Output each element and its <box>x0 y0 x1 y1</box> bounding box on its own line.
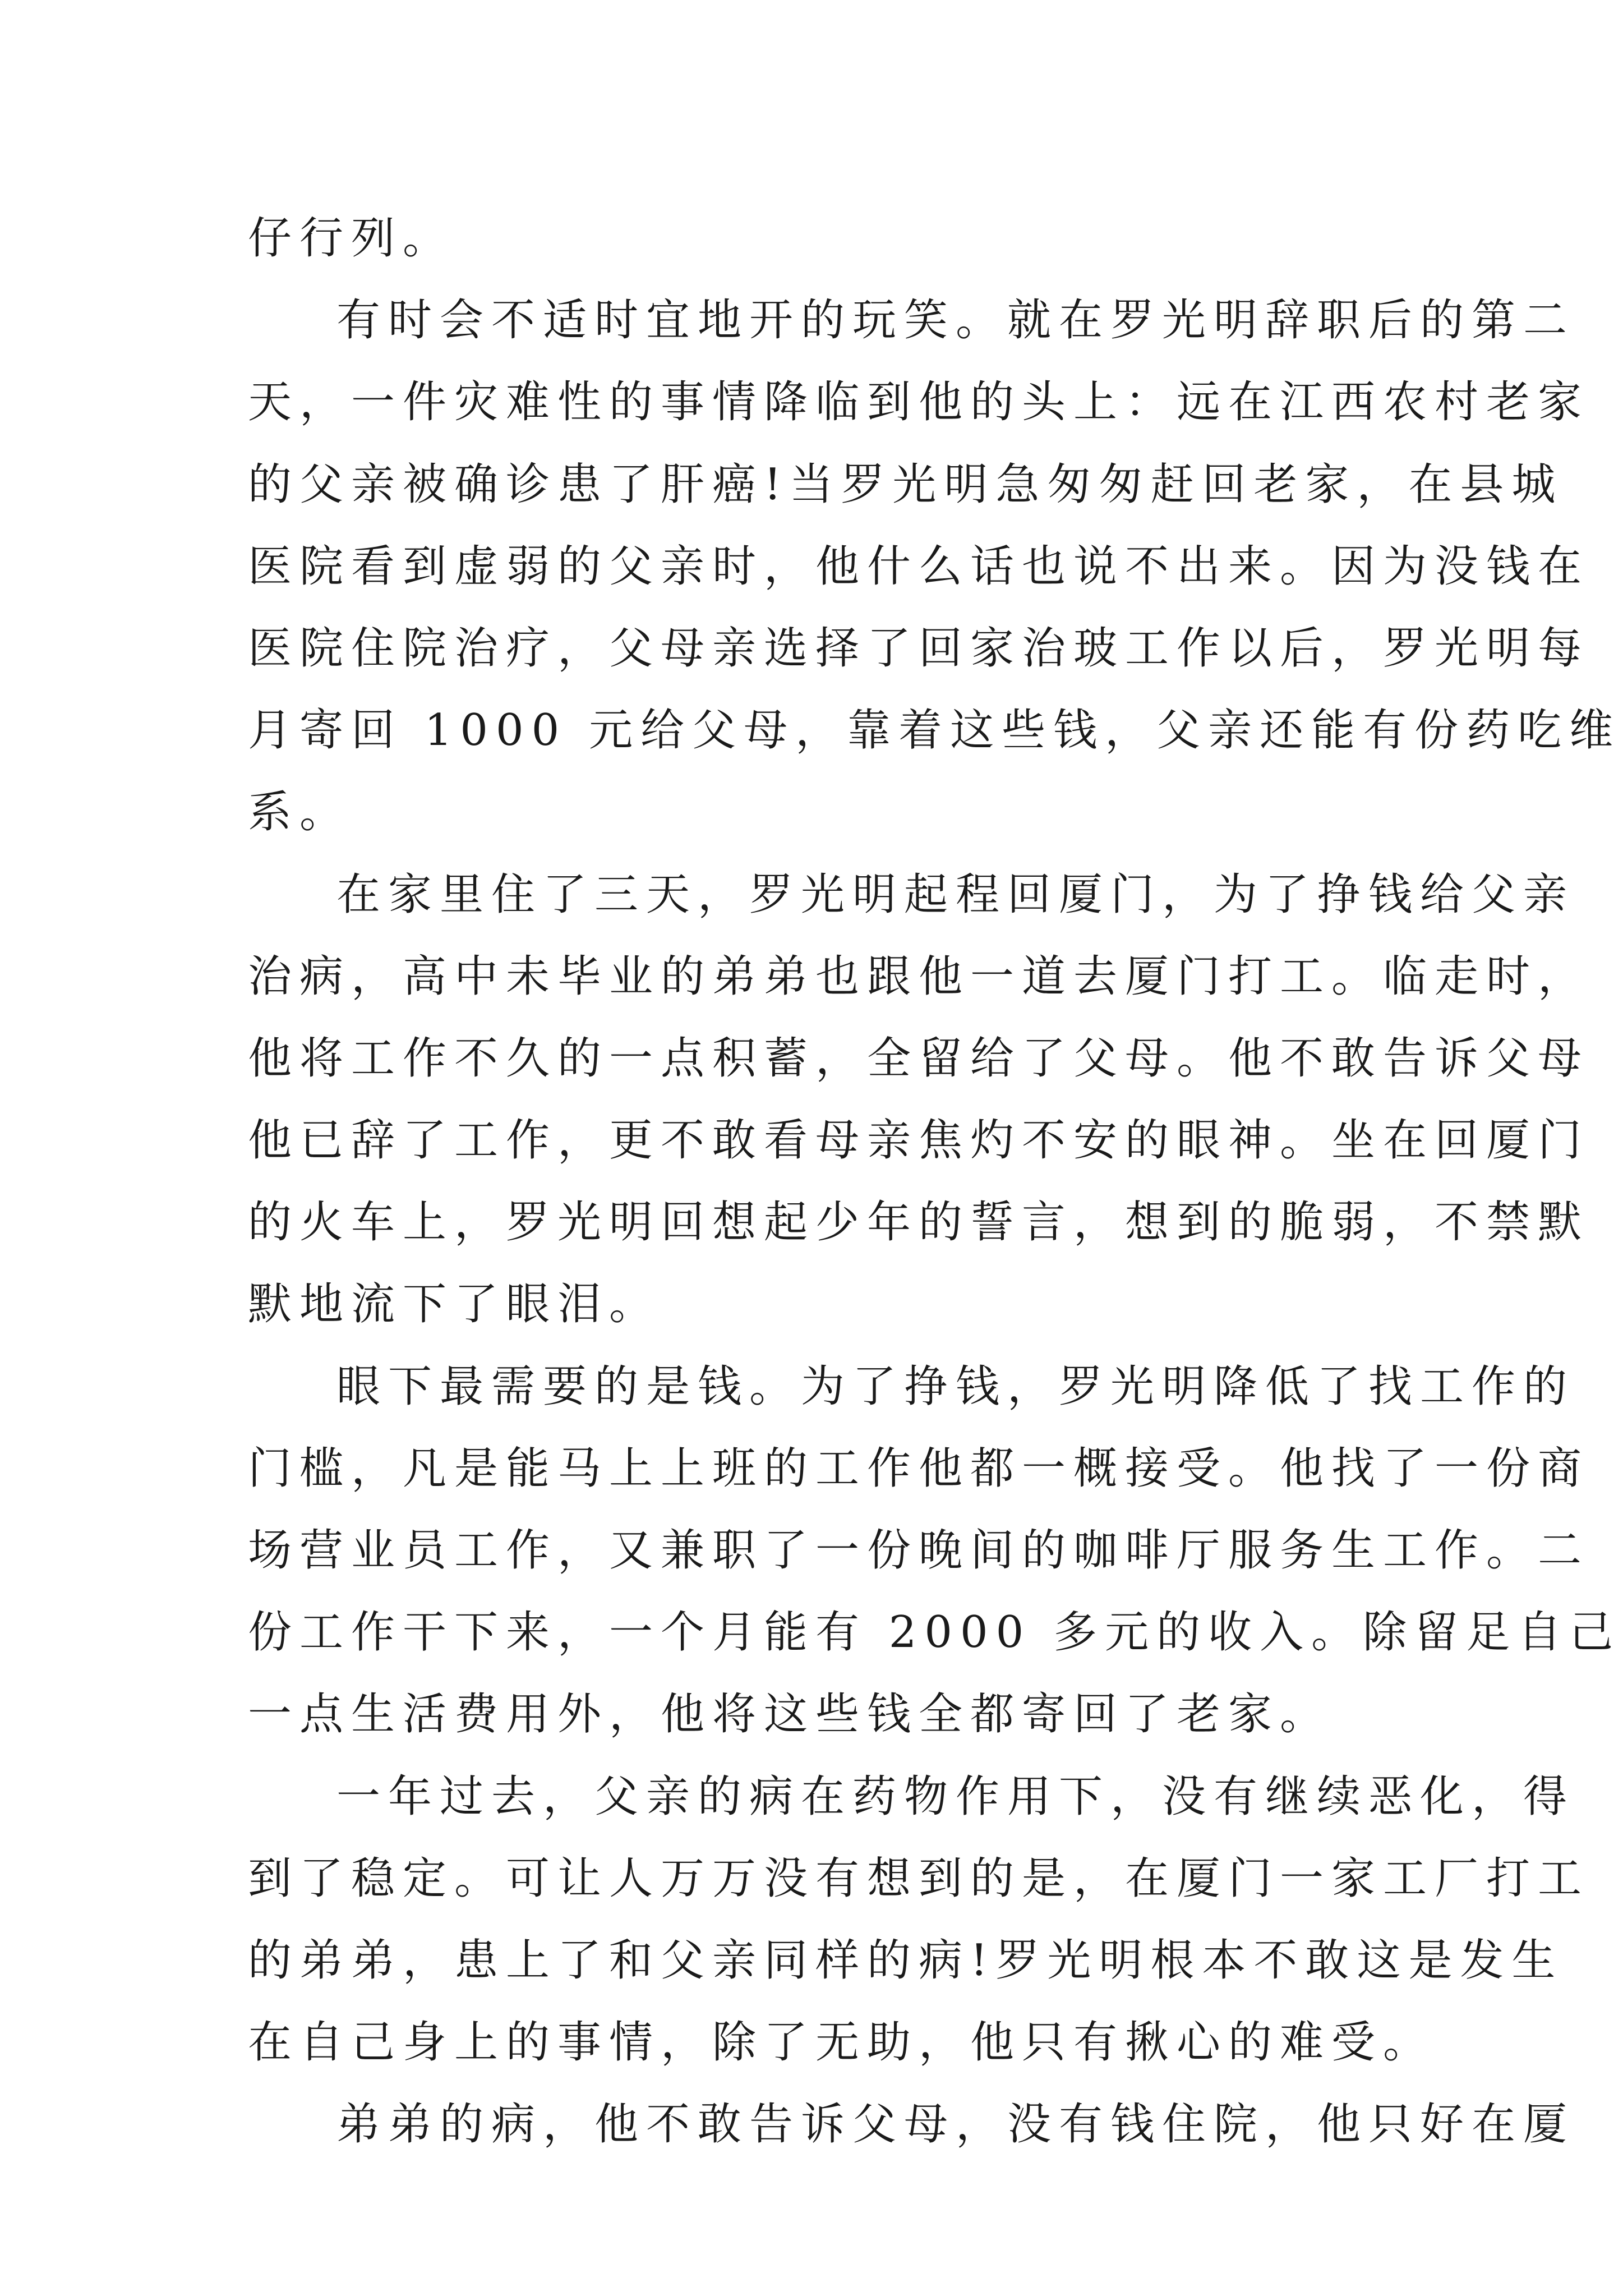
text-line: 默地流下了眼泪。 <box>248 1279 661 1330</box>
text-line: 眼下最需要的是钱。为了挣钱，罗光明降低了找工作的 <box>336 1361 1575 1412</box>
text-line: 医院住院治疗，父母亲选择了回家治玻工作以后，罗光明每 <box>248 623 1590 674</box>
body-text <box>248 197 1621 2166</box>
text-line: 月寄回 1000 元给父母，靠着这些钱，父亲还能有份药吃维 <box>248 705 1621 756</box>
text-line: 有时会不适时宜地开的玩笑。就在罗光明辞职后的第二 <box>336 295 1575 346</box>
text-line: 到了稳定。可让人万万没有想到的是，在厦门一家工厂打工 <box>248 1853 1590 1904</box>
text-line: 仔行列。 <box>248 213 455 264</box>
text-line: 一年过去，父亲的病在药物作用下，没有继续恶化，得 <box>336 1771 1575 1822</box>
text-line: 在家里住了三天，罗光明起程回厦门，为了挣钱给父亲 <box>336 869 1575 920</box>
text-line: 一点生活费用外，他将这些钱全都寄回了老家。 <box>248 1689 1332 1740</box>
text-line: 天，一件灾难性的事情降临到他的头上：远在江西农村老家 <box>248 377 1590 428</box>
text-line: 的弟弟，患上了和父亲同样的病!罗光明根本不敢这是发生 <box>248 1935 1564 1986</box>
text-line: 治病，高中未毕业的弟弟也跟他一道去厦门打工。临走时， <box>248 951 1590 1002</box>
text-line: 系。 <box>248 787 352 838</box>
text-line: 场营业员工作，又兼职了一份晚间的咖啡厅服务生工作。二 <box>248 1525 1590 1576</box>
text-line: 的火车上，罗光明回想起少年的誓言，想到的脆弱，不禁默 <box>248 1197 1590 1248</box>
text-line: 份工作干下来，一个月能有 2000 多元的收入。除留足自己 <box>248 1607 1621 1658</box>
text-line: 在自己身上的事情，除了无助，他只有揪心的难受。 <box>248 2017 1435 2068</box>
text-line: 的父亲被确诊患了肝癌!当罗光明急匆匆赶回老家，在县城 <box>248 459 1564 510</box>
text-line: 他将工作不久的一点积蓄，全留给了父母。他不敢告诉父母 <box>248 1033 1590 1084</box>
text-line: 门槛，凡是能马上上班的工作他都一概接受。他找了一份商 <box>248 1443 1590 1494</box>
text-line: 医院看到虚弱的父亲时，他什么话也说不出来。因为没钱在 <box>248 541 1590 592</box>
text-line: 弟弟的病，他不敢告诉父母，没有钱住院，他只好在厦 <box>336 2099 1575 2150</box>
text-line: 他已辞了工作，更不敢看母亲焦灼不安的眼神。坐在回厦门 <box>248 1115 1590 1166</box>
